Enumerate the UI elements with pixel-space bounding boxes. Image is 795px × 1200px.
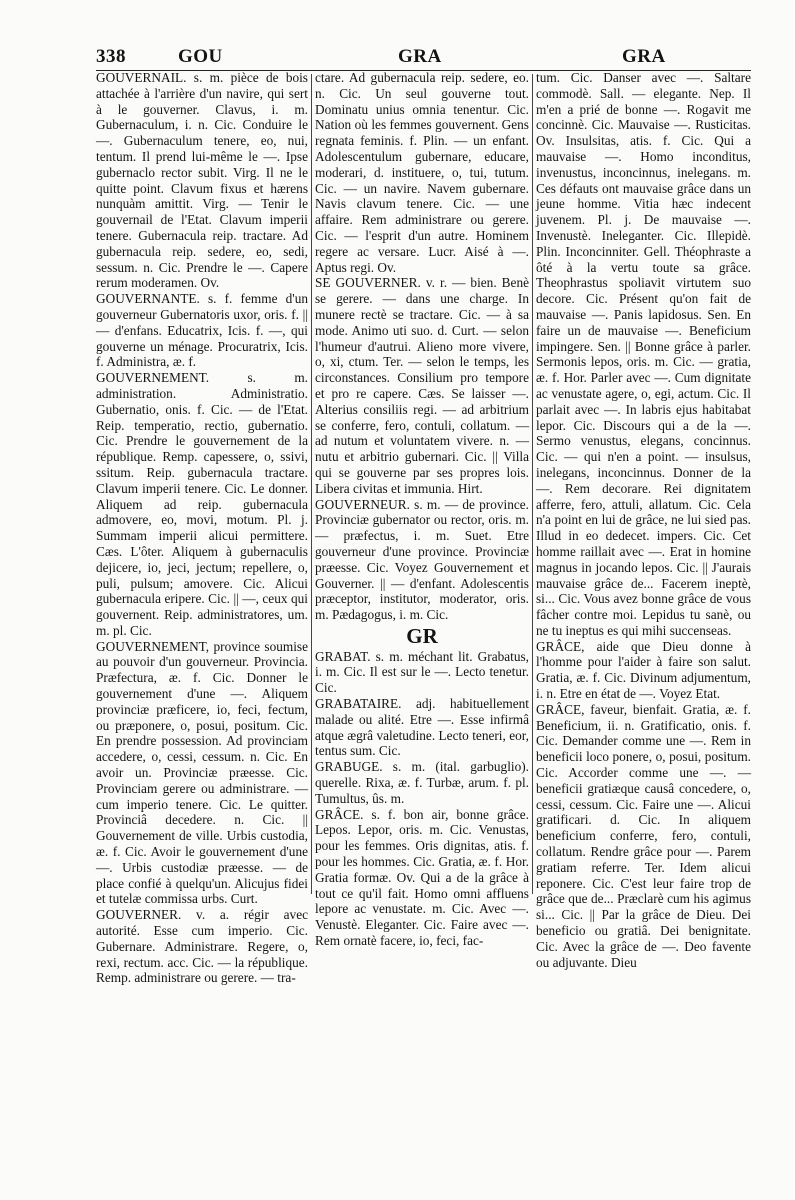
entry-grace: GRÂCE. s. f. bon air, bonne grâce. Lepos. Lepor, oris. m. Cic. Venustas, pour les femmes. Oris dignitas, atis. f. pour les hommes. Cic. Gratia, æ. f. Hor. Gratia formæ. Ov. Qui a de la grâce à tout ce qu'il fait. Homo omni affluens lepore ac venustate. m. Cic. Avec —. Venustè. Eleganter. Cic. Faire avec —. Rem ornatè facere, io, feci, fac- <box>315 806 529 949</box>
entry-gouvernement-province: GOUVERNEMENT, province soumise au pouvoir d'un gouverneur. Provincia. Præfectura, æ. f. Cic. Donner le gouvernement d'une —. Aliquem provinciæ præficere, io, feci, fectum, ou præponere, o, posui, positum. Cic. En prendre possession. Ad provinciam accedere, o, cessi, cessum. n. Cic. En avoir un. Provinciæ præesse. Cic. Provinciam gerere ou administrare. — cum imperio tenere. Cic. Le quitter. Provinciâ decedere. n. Cic. || Gouvernement de ville. Urbis custodia, æ. f. Cic. Avoir le gouvernement d'une —. Urbis custodiæ præesse. — de place confié à quelqu'un. Alicujus fidei et tutelæ commissa urbs. Curt. <box>96 638 308 907</box>
column-divider <box>532 74 533 894</box>
page-number: 338 <box>96 46 126 67</box>
entry-grace-continued: tum. Cic. Danser avec —. Saltare commodè. Sall. — elegante. Nep. Il m'en a prié de bonne —. Rogavit me concinnè. Cic. Mauvaise —. Rusticitas. Ov. Insulsitas, atis. f. Cic. Qui a mauvaise —. Homo inconditus, invenustus, inconcinnus, inelegans. m. Ces défauts ont mauvaise grâce dans un jeune homme. Vitia hæc indecent juvenem. Pl. j. De mauvaise —. Invenustè. Ineleganter. Cic. Illepidè. Plin. Inconcinniter. Gell. Théophraste a ôté à la vertu toute sa grâce. Theophrastus spoliavit virtutem suo decore. Cic. Présent qu'on fait de mauvaise —. Panis lapidosus. Sen. En faire un de mauvaise —. Beneficium impingere. Sen. || Bonne grâce à parler. Sermonis lepos, oris. m. Cic. — gratia, æ. f. Hor. Parler avec —. Cum dignitate ac venustate agere, o, egi, actum. Cic. Il parlait avec —. In labris ejus habitabat lepor. Cic. Discours qui a de la —. Sermo venustus, elegans, concinnus. Cic. — qui n'en a point. — insulsus, inelegans, inconcinnus. Donner de la —. Rem decorare. Rei dignitatem afferre, fero, attuli, allatum. Cic. Cela n'a point en lui de grâce, ne lui sied pas. Illud in eo dedecet. impers. Cic. Cet homme raillait avec —. Erat in homine magnus in jocando lepos. Cic. || J'aurais mauvaise grâce de... Facerem ineptè, si... Cic. Vous avez bonne grâce de vous fâcher contre moi. Lepidus tu sanè, ou ne tu ineptus es qui mihi succenseas. <box>536 70 751 638</box>
guide-word-left: GOU <box>178 46 223 67</box>
entry-gouvernail: GOUVERNAIL. s. m. pièce de bois attachée à l'arrière d'un navire, qui sert à le gouverner. Clavus, i. m. Gubernaculum, i. n. Cic. Conduire le —. Gubernaculum tenere, eo, nui, tentum. Il prend lui-même le —. Ipse gubernaclo rector subit. Virg. Il ne le quitte point. Clavum fixus et hærens nunquàm amittit. Virg. — Tenir le gouvernail de l'Etat. Clavum imperii tenere. Gubernacula reip. tractare. Ad gubernacula reip. sedere, eo, sedi, sessum. n. Cic. Prendre le —. Capere rerum moderamen. Ov. <box>96 70 308 291</box>
entry-gouvernante: GOUVERNANTE. s. f. femme d'un gouverneur Gubernatoris uxor, oris. f. || — d'enfans. Educatrix, Icis. f. —, qui gouverne un ménage. Procuratrix, Icis. f. Administra, æ. f. <box>96 291 308 370</box>
column-middle <box>315 70 529 949</box>
entry-grabataire: GRABATAIRE. adj. habituellement malade ou alité. Etre —. Esse infirmâ atque ægrâ valetudine. Lecto teneri, eor, tentus sum. Cic. <box>315 696 529 759</box>
entry-grabuge: GRABUGE. s. m. (ital. garbuglio). querelle. Rixa, æ. f. Turbæ, arum. f. pl. Tumultus, ûs. m. <box>315 759 529 806</box>
entry-gouverner-continued: ctare. Ad gubernacula reip. sedere, eo. n. Cic. Un seul gouverne tout. Dominatu unius omnia tenentur. Cic. Nation où les femmes gouvernent. Gens regnata feminis. f. Plin. — un enfant. Adolescentulum gubernare, educare, moderari, d. instituere, o, tui, tutum. Cic. — un navire. Navem gubernare. Navis clavum tenere. Cic. — une affaire. Rem administrare ou gerere. Cic. — l'esprit d'un autre. Hominem regere ac versare. Lucr. Aisé à —. Aptus regi. Ov. <box>315 70 529 275</box>
entry-gouvernement: GOUVERNEMENT. s. m. administration. Administratio. Gubernatio, onis. f. Cic. — de l'Etat. Reip. temperatio, rectio, gubernatio. Cic. Prendre le gouvernement de la république. Remp. capessere, o, ssivi, ssitum. Reip. gubernacula tractare. Clavum imperii tenere. Cic. Le donner. Aliquem ad reip. gubernacula admovere, eo, movi, motum. Pl. j. Summam imperii alicui permittere. Cæs. L'ôter. Aliquem à gubernaculis dejicere, io, jeci, jectum; repellere, o, puli, pulsum; amovere. Cic. Alicui gubernacula eripere. Cic. || —, ceux qui gouvernent. Reip. administratores, um. m. pl. Cic. <box>96 370 308 638</box>
entry-grabat: GRABAT. s. m. méchant lit. Grabatus, i. m. Cic. Il est sur le —. Lecto tenetur. Cic. <box>315 648 529 696</box>
entry-grace-divine: GRÂCE, aide que Dieu donne à l'homme pour l'aider à faire son salut. Gratia, æ. f. Cic. Divinum adjumentum, i. n. Etre en état de —. Voyez Etat. <box>536 638 751 702</box>
entry-gouverner: GOUVERNER. v. a. régir avec autorité. Esse cum imperio. Cic. Gubernare. Administrare. Regere, o, rexi, rectum. acc. Cic. — la république. Remp. administrare ou gerere. — tra- <box>96 907 308 986</box>
entry-gouverneur: GOUVERNEUR. s. m. — de province. Provinciæ gubernator ou rector, oris. m. — præfectus, i. m. Suet. Etre gouverneur d'une province. Provinciæ præesse. Cic. Voyez Gouvernement et Gouverner. || — d'enfant. Adolescentis præceptor, institutor, moderator, oris. m. Pædagogus, i. m. Cic. <box>315 496 529 623</box>
column-left <box>96 70 308 986</box>
column-right <box>536 70 751 970</box>
guide-word-middle: GRA <box>398 46 442 67</box>
entry-se-gouverner: SE GOUVERNER. v. r. — bien. Benè se gerere. — dans une charge. In munere rectè se tractare. Cic. — à sa mode. Animo uti suo. d. Curt. — selon l'humeur d'autrui. Alieno more vivere, o, xi, ctum. Ter. — selon le temps, les circonstances. Consilium pro tempore et pro re capere. Cæs. Se laisser —. Alterius consiliis regi. — ad arbitrium se conferre, fero, contuli, collatum. — ad nutum et voluntatem vivere. n. — nutu et arbitrio gubernari. Cic. || Villa qui se gouverne par ses propres lois. Libera civitas et immunia. Hirt. <box>315 275 529 496</box>
column-divider <box>311 74 312 894</box>
entry-grace-faveur: GRÂCE, faveur, bienfait. Gratia, æ. f. Beneficium, ii. n. Gratificatio, onis. f. Cic. Demander comme une —. Rem in beneficii loco ponere, o, posui, positum. Cic. Accorder comme une —. — beneficii gratiæque causâ concedere, o, cessi, cessum. Cic. Faire une —. Alicui gratificari. d. Cic. In aliquem beneficium conferre, fero, contuli, collatum. Rendre grâce pour —. Parem gratiam referre. Ter. Idem alicui reponere. Cic. C'est leur faire trop de grâce que de... Præclarè cum his agimus si... Cic. || Par la grâce de Dieu. Dei beneficio ou gratiâ. Dei benignitate. Cic. Avec la grâce de —. Deo favente ou adjuvante. Dieu <box>536 701 751 970</box>
section-heading: GR <box>406 623 438 648</box>
guide-word-right: GRA <box>622 46 666 67</box>
